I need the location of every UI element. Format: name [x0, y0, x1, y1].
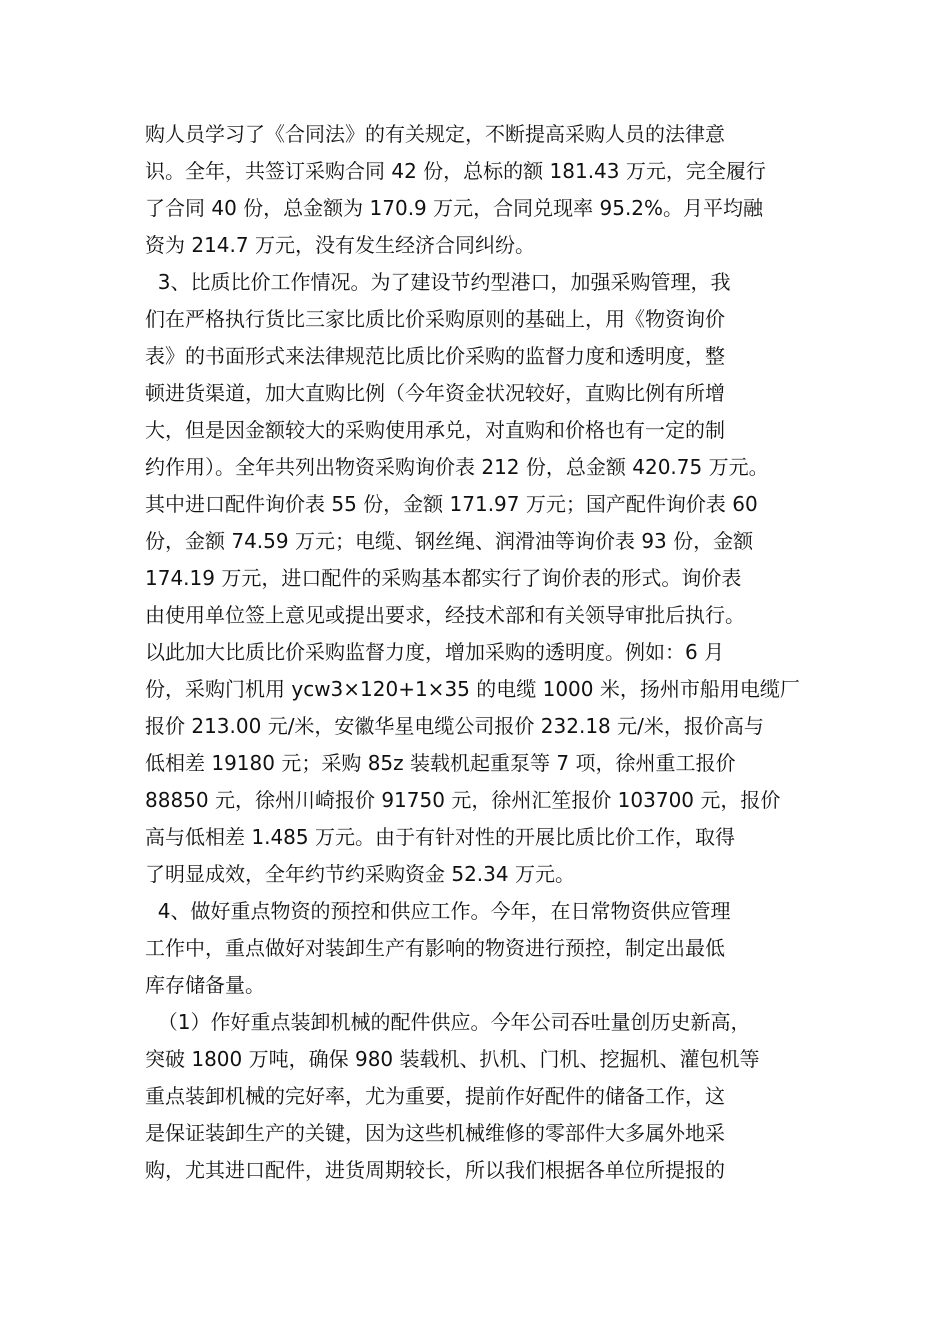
text-line: 识。全年，共签订采购合同 42 份，总标的额 181.43 万元，完全履行	[145, 159, 766, 183]
text-line: 工作中，重点做好对装卸生产有影响的物资进行预控，制定出最低	[145, 936, 725, 960]
text-line: 资为 214.7 万元，没有发生经济合同纠纷。	[145, 233, 535, 257]
text-line: 库存储备量。	[145, 973, 265, 997]
text-line: 大，但是因金额较大的采购使用承兑，对直购和价格也有一定的制	[145, 418, 725, 442]
text-line: 份，采购门机用 ycw3×120+1×35 的电缆 1000 米，扬州市船用电缆厂	[145, 677, 800, 701]
text-line: 了明显成效，全年约节约采购资金 52.34 万元。	[145, 862, 575, 886]
text-line: 高与低相差 1.485 万元。由于有针对性的开展比质比价工作，取得	[145, 825, 735, 849]
text-line: 88850 元，徐州川崎报价 91750 元，徐州汇笙报价 103700 元，报价	[145, 788, 781, 812]
text-line: 们在严格执行货比三家比质比价采购原则的基础上，用《物资询价	[145, 307, 725, 331]
text-line: 顿进货渠道，加大直购比例（今年资金状况较好，直购比例有所增	[145, 381, 725, 405]
text-line: 是保证装卸生产的关键，因为这些机械维修的零部件大多属外地采	[145, 1121, 725, 1145]
text-line: 174.19 万元，进口配件的采购基本都实行了询价表的形式。询价表	[145, 566, 742, 590]
text-line: 低相差 19180 元；采购 85z 装载机起重泵等 7 项，徐州重工报价	[145, 751, 736, 775]
text-line: 份，金额 74.59 万元；电缆、钢丝绳、润滑油等询价表 93 份，金额	[145, 529, 754, 553]
text-line: 重点装卸机械的完好率，尤为重要，提前作好配件的储备工作，这	[145, 1084, 725, 1108]
text-line: 以此加大比质比价采购监督力度，增加采购的透明度。例如：6 月	[145, 640, 725, 664]
text-line: （1）作好重点装卸机械的配件供应。今年公司吞吐量创历史新高，	[145, 1010, 751, 1034]
document-body	[145, 116, 813, 1189]
text-line: 购，尤其进口配件，进货周期较长，所以我们根据各单位所提报的	[145, 1158, 725, 1182]
text-line: 报价 213.00 元/米，安徽华星电缆公司报价 232.18 元/米，报价高与	[145, 714, 764, 738]
text-line: 表》的书面形式来法律规范比质比价采购的监督力度和透明度，整	[145, 344, 725, 368]
text-line: 购人员学习了《合同法》的有关规定，不断提高采购人员的法律意	[145, 122, 725, 146]
text-line: 4、做好重点物资的预控和供应工作。今年，在日常物资供应管理	[145, 899, 731, 923]
text-line: 其中进口配件询价表 55 份，金额 171.97 万元；国产配件询价表 60	[145, 492, 758, 516]
text-line: 3、比质比价工作情况。为了建设节约型港口，加强采购管理，我	[145, 270, 731, 294]
text-line: 突破 1800 万吨，确保 980 装载机、扒机、门机、挖掘机、灌包机等	[145, 1047, 760, 1071]
text-line: 由使用单位签上意见或提出要求，经技术部和有关领导审批后执行。	[145, 603, 745, 627]
text-line: 了合同 40 份，总金额为 170.9 万元，合同兑现率 95.2%。月平均融	[145, 196, 764, 220]
text-line: 约作用）。全年共列出物资采购询价表 212 份，总金额 420.75 万元。	[145, 455, 769, 479]
